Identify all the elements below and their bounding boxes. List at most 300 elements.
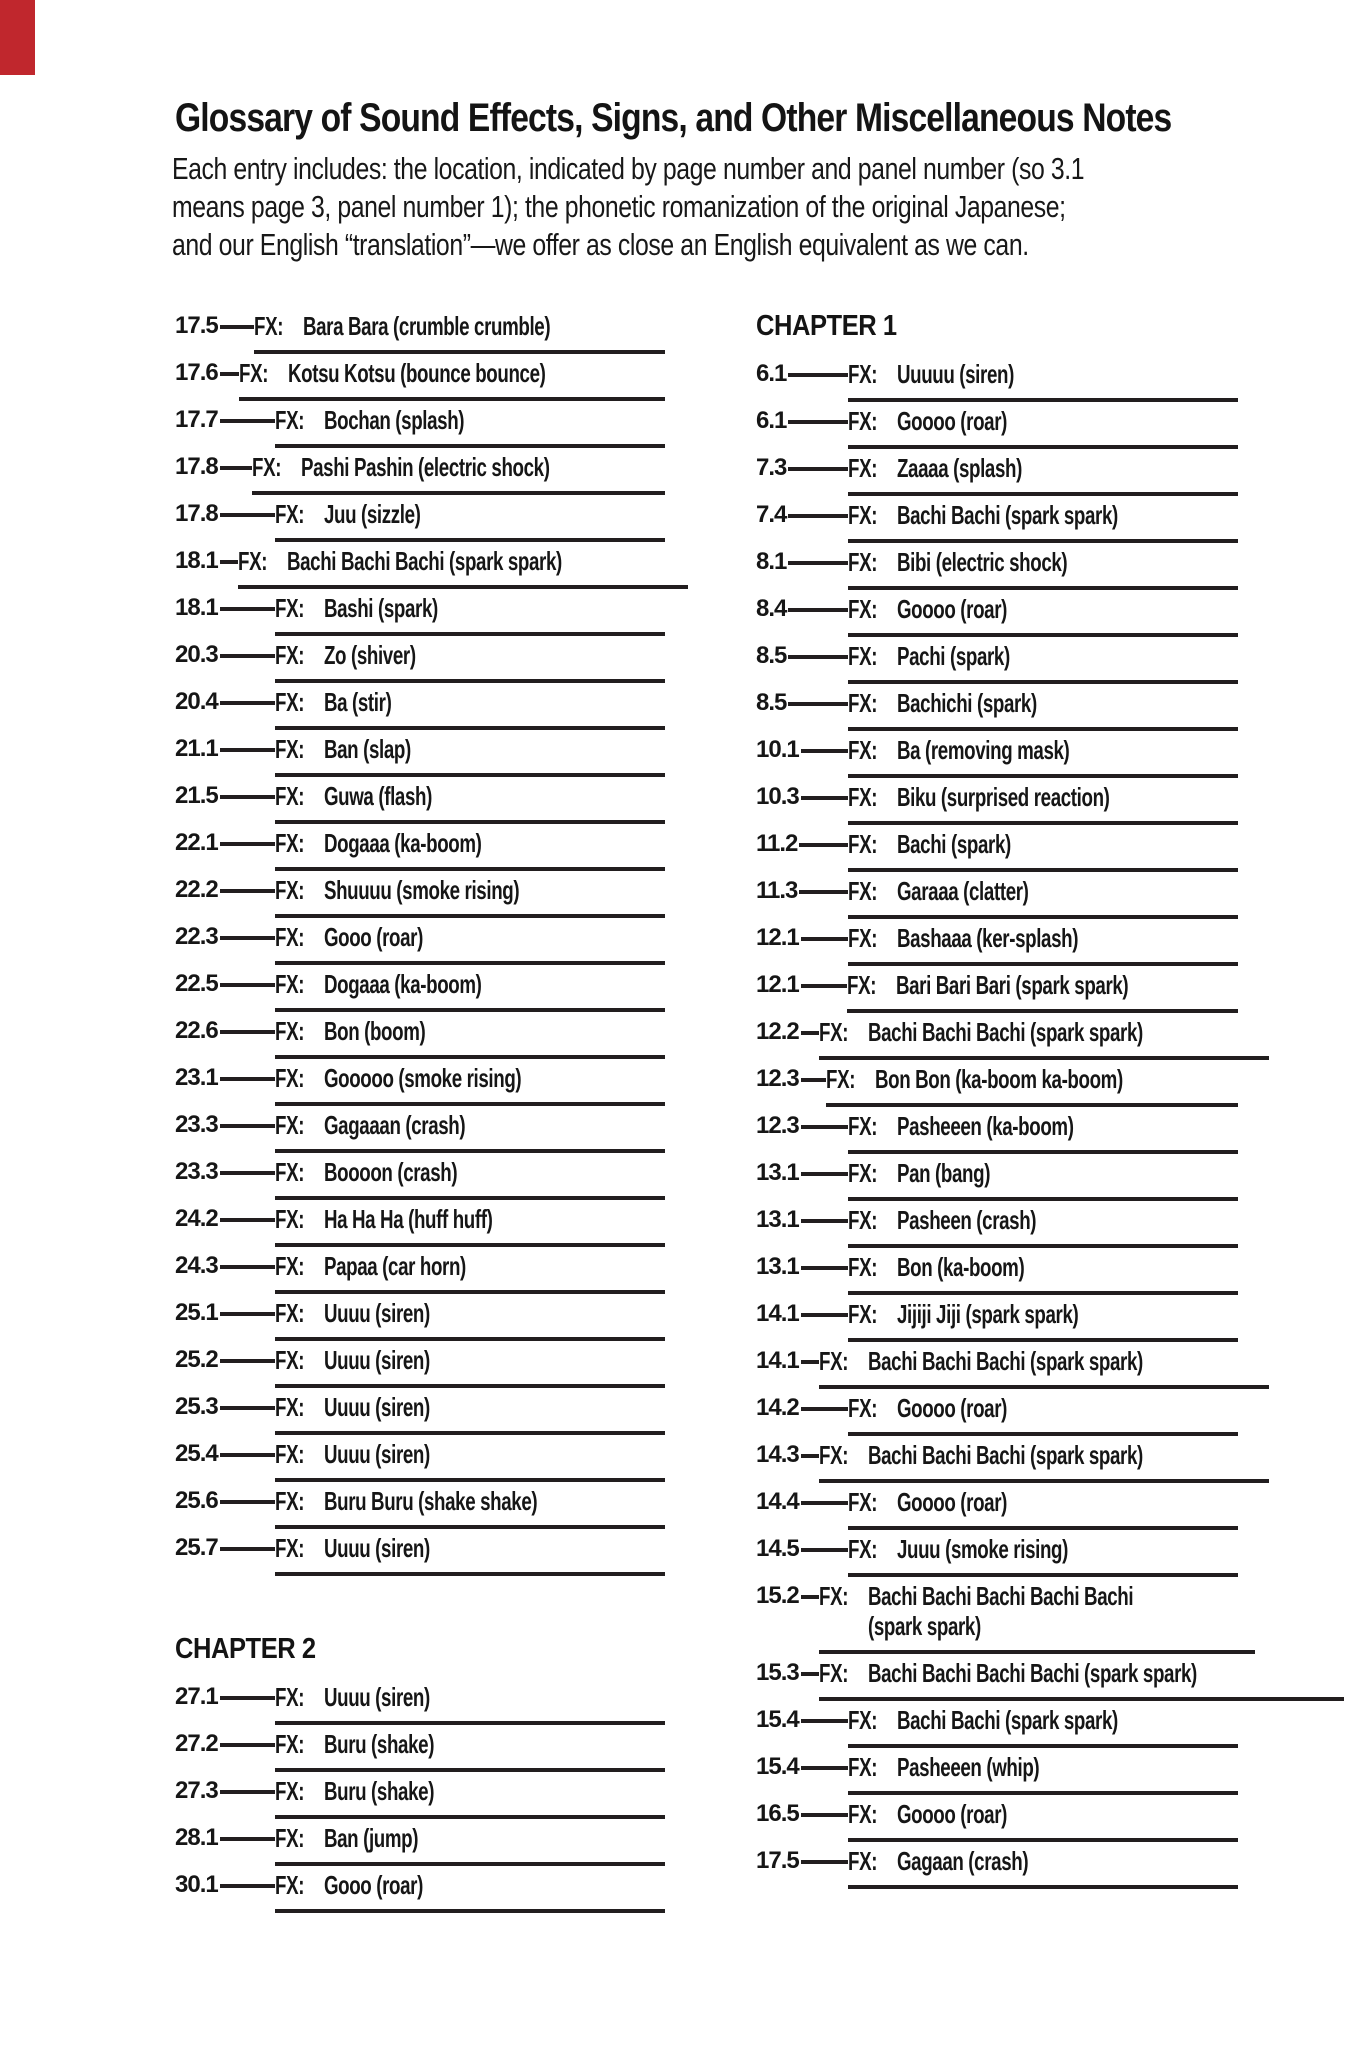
entry-rule bbox=[275, 828, 665, 871]
glossary-entry bbox=[175, 1298, 665, 1341]
entry-rule bbox=[275, 687, 665, 730]
entry-rule bbox=[848, 359, 1238, 402]
entry-text: Bachi Bachi Bachi Bachi Bachi bbox=[867, 1581, 1133, 1611]
entry-location: 8.5 bbox=[756, 689, 787, 716]
fx-label: FX: bbox=[275, 1439, 305, 1469]
entry-leader-line bbox=[801, 937, 848, 941]
fx-label: FX: bbox=[848, 876, 878, 906]
entry-line bbox=[275, 1682, 430, 1712]
entry-location: 14.2 bbox=[756, 1394, 799, 1421]
entry-line bbox=[848, 406, 1007, 436]
entry-rule bbox=[847, 970, 1238, 1013]
entry-leader-line bbox=[788, 702, 848, 706]
entry-line bbox=[848, 688, 1037, 718]
entry-text-block bbox=[275, 1870, 423, 1900]
entry-rule bbox=[848, 829, 1238, 872]
fx-label: FX: bbox=[848, 594, 878, 624]
entry-leader-line bbox=[801, 1078, 826, 1082]
fx-label: FX: bbox=[848, 1299, 878, 1329]
entry-rule bbox=[848, 1158, 1238, 1201]
glossary-entry bbox=[756, 1658, 1238, 1701]
entry-leader-line bbox=[220, 1312, 275, 1316]
entry-rule bbox=[275, 499, 665, 542]
entry-text: Zaaaa (splash) bbox=[896, 453, 1022, 483]
fx-label: FX: bbox=[275, 1776, 305, 1806]
entry-rule bbox=[848, 1393, 1238, 1436]
entry-location: 18.1 bbox=[175, 547, 218, 574]
entry-text: Bashi (spark) bbox=[323, 593, 438, 623]
fx-label: FX: bbox=[848, 829, 878, 859]
entry-text-block bbox=[275, 1486, 537, 1516]
fx-label: FX: bbox=[848, 641, 878, 671]
entry-line bbox=[848, 876, 1029, 906]
entry-leader-line bbox=[801, 796, 848, 800]
entry-text-block bbox=[819, 1440, 1143, 1470]
entry-line bbox=[275, 875, 519, 905]
glossary-entry bbox=[756, 1064, 1238, 1107]
entry-leader-line bbox=[801, 1172, 848, 1176]
entry-text: Goooo (roar) bbox=[896, 594, 1008, 624]
glossary-entry bbox=[175, 922, 665, 965]
entry-text: Uuuu (siren) bbox=[323, 1345, 430, 1375]
entry-text: Bibi (electric shock) bbox=[896, 547, 1068, 577]
entry-text-block bbox=[848, 1111, 1074, 1141]
entry-line bbox=[848, 782, 1110, 812]
glossary-entry bbox=[756, 594, 1238, 637]
entry-location: 12.3 bbox=[756, 1112, 799, 1139]
entry-text: Biku (surprised reaction) bbox=[896, 782, 1110, 812]
fx-label: FX: bbox=[275, 875, 305, 905]
glossary-entry bbox=[175, 1157, 665, 1200]
entry-line bbox=[848, 1487, 1007, 1517]
entry-rule bbox=[275, 593, 665, 636]
entry-location: 25.4 bbox=[175, 1440, 218, 1467]
entry-rule bbox=[819, 1017, 1269, 1060]
entry-rule bbox=[819, 1658, 1344, 1701]
entry-location: 17.8 bbox=[175, 500, 218, 527]
entry-line bbox=[275, 969, 482, 999]
entry-rule bbox=[848, 1752, 1238, 1795]
entry-text: Bachichi (spark) bbox=[896, 688, 1037, 718]
entry-line bbox=[275, 1439, 430, 1469]
fx-label: FX: bbox=[848, 1752, 878, 1782]
entry-text: Pachi (spark) bbox=[896, 641, 1010, 671]
fx-label: FX: bbox=[848, 1799, 878, 1829]
glossary-entry bbox=[175, 546, 665, 589]
entry-leader-line bbox=[220, 1547, 275, 1551]
entry-text: Uuuu (siren) bbox=[323, 1682, 430, 1712]
entry-location: 23.3 bbox=[175, 1158, 218, 1185]
entry-rule bbox=[275, 1776, 665, 1819]
entry-text: Kotsu Kotsu (bounce bounce) bbox=[288, 358, 546, 388]
entry-rule bbox=[848, 406, 1238, 449]
entry-location: 8.4 bbox=[756, 595, 787, 622]
entry-rule bbox=[275, 1016, 665, 1059]
entry-leader-line bbox=[220, 372, 240, 376]
glossary-entry bbox=[175, 1823, 665, 1866]
entry-location: 7.4 bbox=[756, 501, 787, 528]
entry-text-block bbox=[275, 593, 438, 623]
entry-text-block bbox=[275, 922, 423, 952]
entry-text: Bachi (spark) bbox=[896, 829, 1011, 859]
fx-label: FX: bbox=[848, 1487, 878, 1517]
entry-leader-line bbox=[801, 1813, 848, 1817]
entry-line bbox=[848, 453, 1022, 483]
entry-location: 10.1 bbox=[756, 736, 799, 763]
fx-label: FX: bbox=[847, 970, 877, 1000]
entry-line bbox=[848, 1158, 990, 1188]
entry-text: Buru (shake) bbox=[323, 1729, 435, 1759]
entry-leader-line bbox=[801, 1719, 848, 1723]
entry-rule bbox=[275, 1298, 665, 1341]
entry-rule bbox=[848, 1846, 1238, 1889]
entry-text-block bbox=[848, 1534, 1068, 1564]
fx-label: FX: bbox=[848, 406, 878, 436]
entry-text-block bbox=[275, 1345, 430, 1375]
glossary-entry bbox=[175, 1776, 665, 1819]
entry-rule bbox=[252, 452, 665, 495]
entry-text: Ban (slap) bbox=[323, 734, 411, 764]
entry-text: Dogaaa (ka-boom) bbox=[323, 828, 482, 858]
entry-text-block bbox=[819, 1346, 1143, 1376]
entry-text-block bbox=[848, 1846, 1028, 1876]
glossary-entry bbox=[756, 1581, 1238, 1654]
entry-leader-line bbox=[788, 608, 848, 612]
entry-location: 25.3 bbox=[175, 1393, 218, 1420]
glossary-entry bbox=[756, 1158, 1238, 1201]
entry-leader-line bbox=[801, 1219, 848, 1223]
glossary-entry bbox=[756, 1393, 1238, 1436]
entry-line bbox=[819, 1346, 1143, 1376]
entry-line bbox=[819, 1658, 1197, 1688]
entry-location: 15.4 bbox=[756, 1753, 799, 1780]
corner-marker bbox=[0, 0, 35, 75]
entry-location: 12.2 bbox=[756, 1018, 799, 1045]
fx-label: FX: bbox=[275, 828, 305, 858]
entry-text: Ba (removing mask) bbox=[896, 735, 1070, 765]
entry-rule bbox=[275, 1682, 665, 1725]
entry-leader-line bbox=[220, 842, 275, 846]
entry-rule bbox=[848, 547, 1238, 590]
entry-leader-line bbox=[801, 1860, 848, 1864]
entry-leader-line bbox=[801, 1125, 848, 1129]
entry-text: Pasheeen (ka-boom) bbox=[896, 1111, 1074, 1141]
fx-label: FX: bbox=[275, 781, 305, 811]
entry-line bbox=[254, 311, 550, 341]
entry-leader-line bbox=[220, 1218, 275, 1222]
glossary-entry bbox=[756, 1017, 1238, 1060]
entry-text: Papaa (car horn) bbox=[323, 1251, 466, 1281]
entry-text: Bashaaa (ker-splash) bbox=[896, 923, 1079, 953]
fx-label: FX: bbox=[275, 499, 305, 529]
entry-text-block bbox=[819, 1581, 1133, 1641]
entry-rule bbox=[819, 1346, 1269, 1389]
entry-text-block bbox=[819, 1658, 1197, 1688]
chapter-heading: CHAPTER 1 bbox=[756, 310, 897, 342]
entry-location: 13.1 bbox=[756, 1253, 799, 1280]
entry-location: 6.1 bbox=[756, 407, 787, 434]
entry-text-block bbox=[848, 735, 1069, 765]
entry-text: Ha Ha Ha (huff huff) bbox=[323, 1204, 493, 1234]
entry-leader-line bbox=[801, 984, 848, 988]
entry-text: Bachi Bachi (spark spark) bbox=[896, 500, 1118, 530]
fx-label: FX: bbox=[275, 687, 305, 717]
glossary-entry bbox=[756, 1440, 1238, 1483]
fx-label: FX: bbox=[275, 1392, 305, 1422]
entry-text-block bbox=[275, 875, 519, 905]
entry-rule bbox=[848, 1487, 1238, 1530]
entry-text: Bara Bara (crumble crumble) bbox=[302, 311, 550, 341]
entry-rule bbox=[275, 734, 665, 777]
entry-text: Gagaaan (crash) bbox=[323, 1110, 466, 1140]
glossary-entry bbox=[175, 1016, 665, 1059]
entry-text-block bbox=[848, 1205, 1036, 1235]
entry-leader-line bbox=[801, 1031, 819, 1035]
entry-leader-line bbox=[220, 325, 254, 329]
entry-line bbox=[848, 1299, 1078, 1329]
entry-location: 11.3 bbox=[756, 877, 798, 904]
entry-line bbox=[275, 1251, 466, 1281]
entry-text: Gooooo (smoke rising) bbox=[323, 1063, 522, 1093]
glossary-entry bbox=[756, 641, 1238, 684]
entry-line bbox=[275, 405, 464, 435]
entry-text-block bbox=[848, 1252, 1024, 1282]
entry-text: Gooo (roar) bbox=[323, 1870, 423, 1900]
fx-label: FX: bbox=[275, 1682, 305, 1712]
entry-line bbox=[275, 1486, 537, 1516]
entry-rule bbox=[275, 1392, 665, 1435]
fx-label: FX: bbox=[275, 1063, 305, 1093]
entry-text: Bochan (splash) bbox=[323, 405, 465, 435]
page-title: Glossary of Sound Effects, Signs, and Other Miscellaneous Notes bbox=[175, 96, 1172, 140]
glossary-entry bbox=[175, 1682, 665, 1725]
entry-location: 14.5 bbox=[756, 1535, 799, 1562]
entry-text-block bbox=[275, 1533, 430, 1563]
entry-text-block bbox=[848, 782, 1110, 812]
entry-line bbox=[252, 452, 550, 482]
glossary-entry bbox=[175, 1870, 665, 1913]
entry-rule bbox=[848, 688, 1238, 731]
entry-line bbox=[275, 1823, 418, 1853]
fx-label: FX: bbox=[239, 358, 269, 388]
entry-text-block bbox=[275, 1298, 430, 1328]
entry-location: 27.1 bbox=[175, 1683, 218, 1710]
fx-label: FX: bbox=[818, 1581, 848, 1611]
entry-leader-line bbox=[801, 1595, 819, 1599]
entry-text: Bon Bon (ka-boom ka-boom) bbox=[874, 1064, 1123, 1094]
entry-line bbox=[275, 734, 411, 764]
entry-text: Ban (jump) bbox=[323, 1823, 419, 1853]
fx-label: FX: bbox=[848, 547, 878, 577]
entry-rule bbox=[275, 1533, 665, 1576]
entry-line bbox=[847, 970, 1128, 1000]
entry-line bbox=[275, 1298, 430, 1328]
fx-label: FX: bbox=[818, 1440, 848, 1470]
entry-text-block bbox=[275, 1682, 430, 1712]
entry-line bbox=[819, 1017, 1143, 1047]
entry-leader-line bbox=[220, 1453, 275, 1457]
entry-line bbox=[848, 1752, 1039, 1782]
entry-line bbox=[239, 358, 546, 388]
entry-location: 30.1 bbox=[175, 1871, 218, 1898]
entry-location: 16.5 bbox=[756, 1800, 799, 1827]
entry-text-block bbox=[275, 1204, 493, 1234]
fx-label: FX: bbox=[275, 1016, 305, 1046]
entry-location: 25.1 bbox=[175, 1299, 218, 1326]
glossary-entry bbox=[175, 311, 665, 354]
entry-leader-line bbox=[220, 1171, 275, 1175]
entry-location: 17.5 bbox=[175, 312, 218, 339]
entry-leader-line bbox=[788, 561, 848, 565]
entry-line bbox=[848, 1252, 1024, 1282]
entry-rule bbox=[275, 875, 665, 918]
entry-leader-line bbox=[801, 1548, 848, 1552]
entry-rule bbox=[848, 594, 1238, 637]
glossary-entry bbox=[175, 687, 665, 730]
entry-rule bbox=[848, 923, 1238, 966]
fx-label: FX: bbox=[275, 1110, 305, 1140]
glossary-entry bbox=[175, 405, 665, 448]
entry-location: 22.6 bbox=[175, 1017, 218, 1044]
entry-location: 12.1 bbox=[756, 971, 799, 998]
entry-text: Uuuuu (siren) bbox=[896, 359, 1014, 389]
fx-label: FX: bbox=[848, 1111, 878, 1141]
entry-leader-line bbox=[220, 1030, 275, 1034]
entry-location: 17.7 bbox=[175, 406, 218, 433]
entry-rule bbox=[848, 1799, 1238, 1842]
entry-leader-line bbox=[220, 701, 275, 705]
entry-rule bbox=[275, 1345, 665, 1388]
entry-leader-line bbox=[220, 1500, 275, 1504]
fx-label: FX: bbox=[848, 1205, 878, 1235]
entry-text: Boooon (crash) bbox=[323, 1157, 458, 1187]
fx-label: FX: bbox=[848, 1534, 878, 1564]
entry-text: Ba (stir) bbox=[323, 687, 392, 717]
entry-leader-line bbox=[220, 1884, 275, 1888]
entry-location: 11.2 bbox=[756, 830, 798, 857]
glossary-entry bbox=[175, 452, 665, 495]
entry-line bbox=[275, 1157, 457, 1187]
entry-leader-line bbox=[220, 1790, 275, 1794]
entry-leader-line bbox=[220, 419, 275, 423]
entry-text-block bbox=[848, 1299, 1078, 1329]
fx-label: FX: bbox=[275, 922, 305, 952]
entry-leader-line bbox=[220, 1406, 275, 1410]
glossary-entry bbox=[756, 1534, 1238, 1577]
entry-text-block bbox=[275, 1392, 430, 1422]
entry-rule bbox=[275, 640, 665, 683]
glossary-entry bbox=[175, 1345, 665, 1388]
glossary-entry bbox=[175, 593, 665, 636]
entry-leader-line bbox=[220, 1124, 275, 1128]
entry-text: Gagaan (crash) bbox=[896, 1846, 1029, 1876]
entry-text: Uuuu (siren) bbox=[323, 1298, 430, 1328]
fx-label: FX: bbox=[848, 735, 878, 765]
fx-label: FX: bbox=[275, 1298, 305, 1328]
entry-text: Goooo (roar) bbox=[896, 1799, 1008, 1829]
entry-text-block bbox=[275, 1729, 434, 1759]
entry-line bbox=[275, 1204, 493, 1234]
entry-leader-line bbox=[801, 1360, 819, 1364]
entry-text: Gooo (roar) bbox=[323, 922, 423, 952]
fx-label: FX: bbox=[275, 1729, 305, 1759]
entry-rule bbox=[275, 1823, 665, 1866]
entry-leader-line bbox=[799, 843, 848, 847]
glossary-entry bbox=[756, 688, 1238, 731]
entry-location: 24.3 bbox=[175, 1252, 218, 1279]
fx-label: FX: bbox=[275, 405, 305, 435]
entry-location: 15.3 bbox=[756, 1659, 799, 1686]
entry-leader-line bbox=[220, 795, 275, 799]
fx-label: FX: bbox=[253, 311, 283, 341]
entry-location: 17.6 bbox=[175, 359, 218, 386]
entry-line bbox=[848, 594, 1007, 624]
entry-text: Juu (sizzle) bbox=[323, 499, 421, 529]
entry-location: 22.2 bbox=[175, 876, 218, 903]
fx-label: FX: bbox=[275, 1251, 305, 1281]
glossary-entry bbox=[756, 923, 1238, 966]
entry-rule bbox=[275, 1251, 665, 1294]
entry-text: Goooo (roar) bbox=[896, 406, 1008, 436]
entry-rule bbox=[848, 876, 1238, 919]
entry-text: Goooo (roar) bbox=[896, 1487, 1008, 1517]
entry-rule bbox=[848, 1705, 1238, 1748]
fx-label: FX: bbox=[275, 640, 305, 670]
glossary-column-left bbox=[175, 311, 665, 1917]
entry-location: 8.1 bbox=[756, 548, 787, 575]
entry-line bbox=[275, 1392, 430, 1422]
entry-rule bbox=[819, 1440, 1269, 1483]
entry-rule bbox=[254, 311, 665, 354]
entry-line bbox=[819, 1440, 1143, 1470]
entry-location: 14.1 bbox=[756, 1347, 799, 1374]
entry-rule bbox=[848, 1534, 1238, 1577]
intro-line: means page 3, panel number 1); the phonetic romanization of the original Japanese; bbox=[172, 189, 1066, 224]
entry-location: 13.1 bbox=[756, 1159, 799, 1186]
entry-location: 6.1 bbox=[756, 360, 787, 387]
entry-location: 13.1 bbox=[756, 1206, 799, 1233]
entry-text: Dogaaa (ka-boom) bbox=[323, 969, 482, 999]
entry-text-block bbox=[275, 781, 432, 811]
glossary-entry bbox=[756, 1846, 1238, 1889]
entry-leader-line bbox=[220, 513, 275, 517]
entry-text: Shuuuu (smoke rising) bbox=[323, 875, 520, 905]
entry-text: Buru (shake) bbox=[323, 1776, 435, 1806]
entry-line bbox=[275, 1870, 423, 1900]
entry-leader-line bbox=[801, 1313, 848, 1317]
glossary-entry bbox=[175, 1251, 665, 1294]
entry-location: 22.5 bbox=[175, 970, 218, 997]
entry-text: Bachi Bachi (spark spark) bbox=[896, 1705, 1118, 1735]
entry-text: Pashi Pashin (electric shock) bbox=[300, 452, 550, 482]
entry-text: Pasheeen (whip) bbox=[896, 1752, 1040, 1782]
glossary-entry bbox=[175, 734, 665, 777]
entry-text: Pasheen (crash) bbox=[896, 1205, 1037, 1235]
glossary-entry bbox=[756, 735, 1238, 778]
entry-text-block bbox=[848, 547, 1067, 577]
entry-line bbox=[848, 1846, 1028, 1876]
entry-text: Bachi Bachi Bachi (spark spark) bbox=[867, 1440, 1143, 1470]
entry-rule bbox=[275, 1157, 665, 1200]
entry-leader-line bbox=[220, 1696, 275, 1700]
entry-rule bbox=[848, 1252, 1238, 1295]
entry-line bbox=[848, 1799, 1007, 1829]
glossary-entry bbox=[175, 781, 665, 824]
glossary-entry bbox=[756, 1705, 1238, 1748]
entry-text-block bbox=[275, 734, 411, 764]
fx-label: FX: bbox=[251, 452, 281, 482]
entry-rule bbox=[848, 1299, 1238, 1342]
